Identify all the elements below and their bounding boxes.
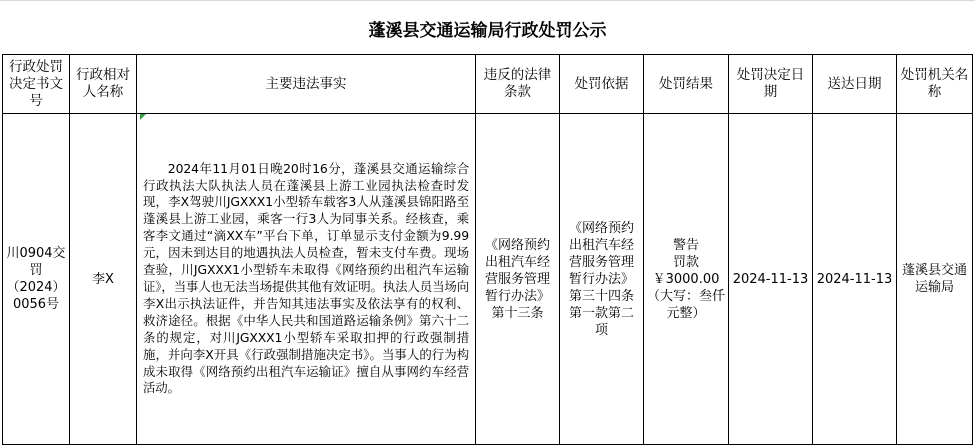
cell-facts: 2024年11月01日晚20时16分，蓬溪县交通运输综合行政执法大队执法人员在蓬溪县上游工业园执法检查时发现，李X驾驶川JGXXX1小型轿车载客3人从蓬溪县锦阳路至蓬溪县上游工业园，乘客一行3人为同事关系。经核查，乘客李文通过“滴XX车”平台下单，订单显示支付金额为9.99元，因未到达目的地遇执法人员检查，暂未支付车费。现场查验，川JGXXX1小型轿车未取得《网络预约出租汽车运输证》，当事人也无法当场提供其他有效证明。执法人员当场向李X出示执法证件，并告知其违法事实及依法享有的权利、救济途径。根据《中华人民共和国道路运输条例》第六十二条的规定，对川JGXXX1小型轿车采取扣押的行政强制措施，并向李X开具《行政强制措施决定书》。当事人的行为构成未取得《网络预约出租汽车运输证》擅自从事网约车经营活动。 bbox=[137, 114, 476, 445]
cell-decision-date: 2024-11-13 bbox=[729, 114, 813, 445]
header-facts: 主要违法事实 bbox=[137, 55, 476, 114]
cell-agency: 蓬溪县交通运输局 bbox=[897, 114, 973, 445]
table-header-row bbox=[3, 55, 973, 114]
header-delivery-date: 送达日期 bbox=[813, 55, 897, 114]
penalty-table bbox=[2, 54, 973, 445]
cell-party: 李X bbox=[70, 114, 137, 445]
header-result: 处罚结果 bbox=[644, 55, 729, 114]
header-party: 行政相对人名称 bbox=[70, 55, 137, 114]
cell-law: 《网络预约出租汽车经营服务管理暂行办法》第十三条 bbox=[476, 114, 560, 445]
header-basis: 处罚依据 bbox=[560, 55, 644, 114]
cell-basis: 《网络预约出租汽车经营服务管理暂行办法》第三十四条第一款第二项 bbox=[560, 114, 644, 445]
cell-doc-no: 川0904交罚（2024）0056号 bbox=[3, 114, 70, 445]
cell-comment-marker bbox=[140, 114, 146, 120]
cell-result bbox=[644, 114, 729, 445]
header-doc-no: 行政处罚决定书文号 bbox=[3, 55, 70, 114]
cell-result-text: 警告 罚款 ￥3000.00 （大写：叁仟元整） bbox=[647, 237, 726, 321]
header-decision-date: 处罚决定日期 bbox=[729, 55, 813, 114]
page-title: 蓬溪县交通运输局行政处罚公示 bbox=[0, 0, 975, 55]
header-agency: 处罚机关名称 bbox=[897, 55, 973, 114]
table-row bbox=[3, 114, 973, 445]
header-law: 违反的法律条款 bbox=[476, 55, 560, 114]
cell-delivery-date: 2024-11-13 bbox=[813, 114, 897, 445]
